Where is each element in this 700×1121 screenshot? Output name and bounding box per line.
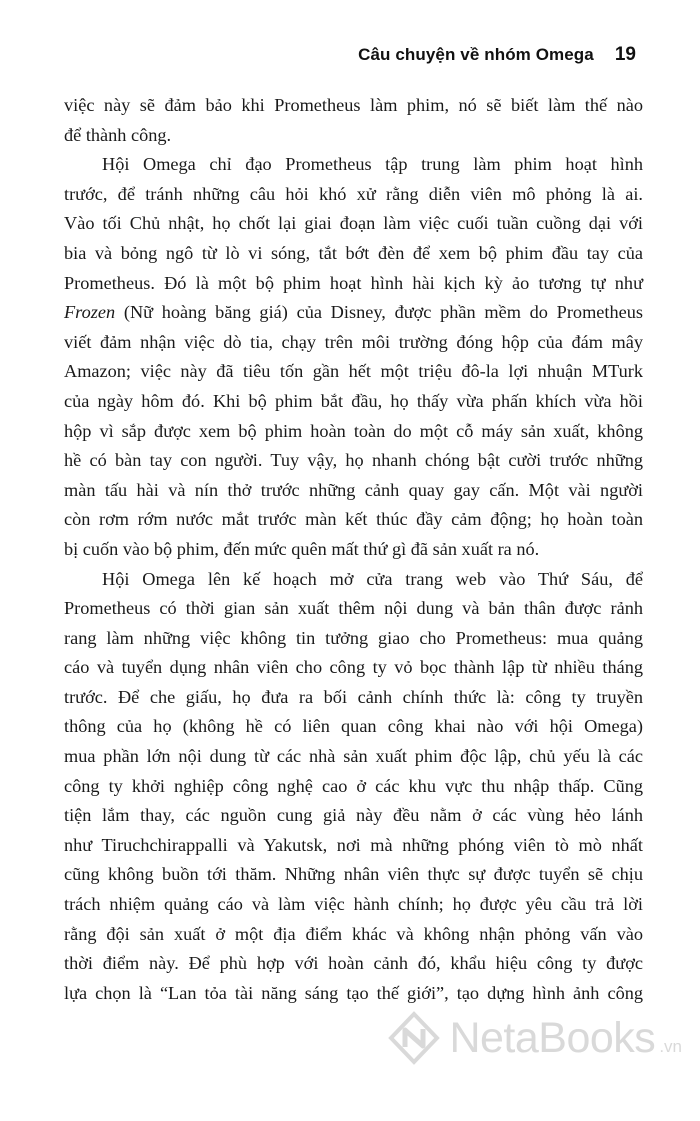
running-head bbox=[358, 44, 636, 66]
watermark-suffix: .vn bbox=[659, 1037, 682, 1056]
text-line: tiện lắm thay, các nguồn cung giả này đều nằm ở các vùng hẻo lánh bbox=[64, 805, 643, 826]
text-line: rang làm những việc không tin tưởng giao cho Prometheus: mua quảng bbox=[64, 627, 643, 648]
text-line: Amazon; việc này đã tiêu tốn gần hết một triệu đô-la lợi nhuận MTurk bbox=[64, 361, 643, 382]
text-line bbox=[64, 298, 643, 328]
text-line: trách nhiệm quảng cáo và làm việc hành chính; họ được yêu cầu trả lời bbox=[64, 894, 643, 915]
text-line: bia và bỏng ngô từ lò vi sóng, tắt bớt đèn để xem bộ phim đầu tay của bbox=[64, 242, 643, 263]
text-line: việc này sẽ đảm bảo khi Prometheus làm phim, nó sẽ biết làm thế nào bbox=[64, 95, 643, 115]
text-line: của ngày hôm đó. Khi bộ phim bắt đầu, họ thấy vừa phấn khích vừa hồi bbox=[64, 390, 643, 411]
text-line: Prometheus có thời gian sản xuất thêm nội dung và bản thân được rảnh bbox=[64, 598, 643, 619]
text-line: thông của họ (không hề có liên quan công khai nào với hội Omega) bbox=[64, 716, 643, 737]
text-line: hề có bàn tay con người. Tuy vậy, họ nhanh chóng bật cười trước những bbox=[64, 450, 643, 471]
text-line: bị cuốn vào bộ phim, đến mức quên mất thứ gì đã sản xuất ra nó. bbox=[64, 538, 540, 559]
page-number: 19 bbox=[614, 44, 636, 65]
text-line: trước. Để che giấu, họ đưa ra bối cảnh chính thức là: công ty truyền bbox=[64, 686, 643, 707]
text-line: để thành công. bbox=[64, 124, 172, 145]
text-line: viết đảm nhận việc dò tia, chạy trên môi trường đóng hộp của đám mây bbox=[64, 331, 643, 352]
text-line: trước, để tránh những câu hỏi khó xử rằng diễn viên mô phỏng là ai. bbox=[64, 183, 643, 204]
watermark bbox=[387, 1011, 682, 1065]
page-body bbox=[64, 91, 643, 1008]
text-line: như Tiruchchirappalli và Yakutsk, nơi mà những phóng viên tò mò nhất bbox=[64, 834, 643, 855]
text-line-rest: (Nữ hoàng băng giá) của Disney, được phần mềm do Prometheus bbox=[115, 302, 643, 323]
text-line: còn rơm rớm nước mắt trước màn kết thúc đầy cảm động; họ hoàn toàn bbox=[64, 509, 643, 530]
text-line: hộp vì sắp được xem bộ phim hoàn toàn do một cỗ máy sản xuất, không bbox=[64, 420, 643, 441]
text-line: Vào tối Chủ nhật, họ chốt lại giai đoạn làm việc cuối tuần cuồng dại với bbox=[64, 213, 643, 234]
text-line: Hội Omega chỉ đạo Prometheus tập trung làm phim hoạt hình bbox=[102, 154, 643, 175]
netabooks-logo-icon bbox=[387, 1011, 441, 1065]
text-line: lựa chọn là “Lan tỏa tài năng sáng tạo thế giới”, tạo dựng hình ảnh công bbox=[64, 982, 643, 1003]
book-title-italic: Frozen bbox=[64, 302, 116, 323]
text-line: Hội Omega lên kế hoạch mở cửa trang web vào Thứ Sáu, để bbox=[102, 568, 643, 589]
text-line: công ty khởi nghiệp công nghệ cao ở các khu vực thu nhập thấp. Cũng bbox=[64, 775, 643, 796]
watermark-text: NetaBooks bbox=[449, 1013, 656, 1062]
text-line: màn tấu hài và nín thở trước những cảnh quay gay cấn. Một vài người bbox=[64, 479, 643, 500]
text-line: Prometheus. Đó là một bộ phim hoạt hình hài kịch kỳ ảo tương tự như bbox=[64, 272, 643, 293]
running-title: Câu chuyện về nhóm Omega bbox=[358, 45, 594, 64]
text-line: mua phần lớn nội dung từ các nhà sản xuất phim độc lập, chủ yếu là các bbox=[64, 746, 643, 767]
text-line: thời điểm này. Để phù hợp với hoàn cảnh đó, khẩu hiệu công ty được bbox=[64, 953, 643, 974]
text-line: cũng không buồn tới thăm. Những nhân viên thực sự được tuyển sẽ chịu bbox=[64, 864, 643, 885]
text-line: rằng đội sản xuất ở một địa điểm khác và không nhận phỏng vấn vào bbox=[64, 923, 643, 944]
text-line: cáo và tuyển dụng nhân viên cho công ty vỏ bọc thành lập từ nhiều tháng bbox=[64, 657, 643, 678]
